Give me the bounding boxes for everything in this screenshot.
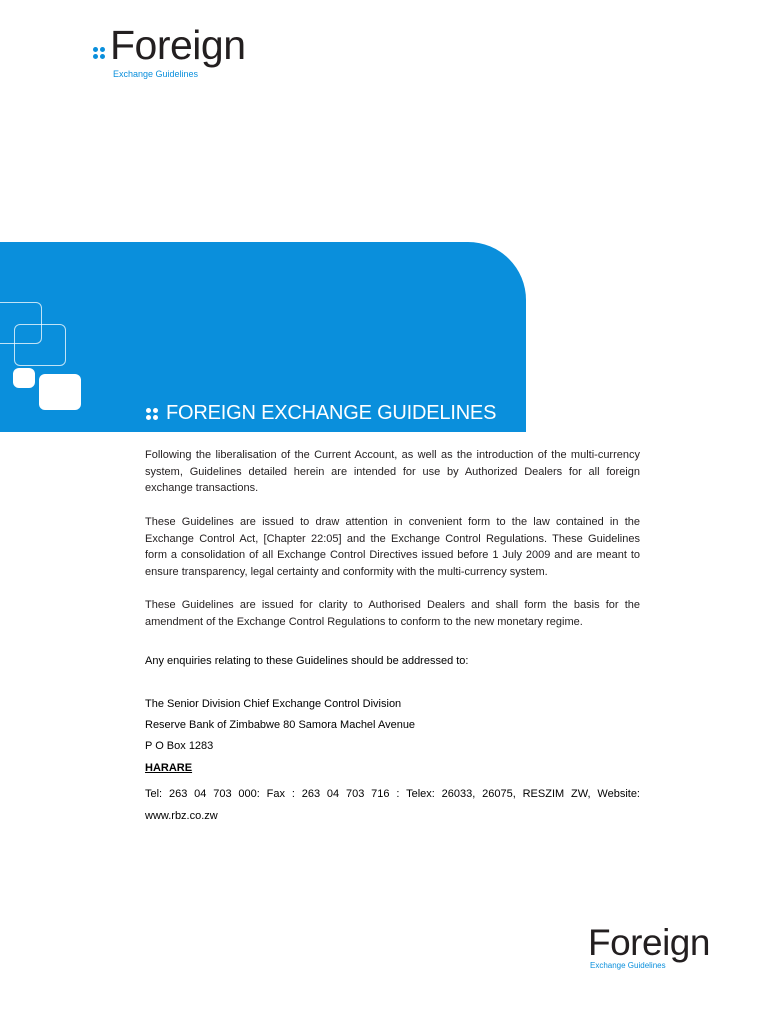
header-logo bbox=[93, 22, 263, 82]
paragraph: These Guidelines are issued for clarity to Authorised Dealers and shall form the basis for the amendment of the Exchange Control Regulations to conform to the new monetary regime. bbox=[145, 599, 640, 628]
paragraph: These Guidelines are issued to draw attention in convenient form to the law contained in the Exchange Control Act, [Chapter 22:05] and the Exchange Control Regulations. These Guidelines form a consolidation of all Exchange Control Directives issued before 1 July 2009 and are meant to ensure transparency, legal certainty and conformity with the multi-currency system. bbox=[145, 516, 640, 578]
four-dots-icon bbox=[93, 47, 107, 61]
paragraph: Following the liberalisation of the Current Account, as well as the introduction of the multi-currency system, Guidelines detailed herein are intended for use by Authorized Dealers for all foreign exchange transactions. bbox=[145, 449, 640, 494]
address-city: HARARE bbox=[145, 762, 193, 774]
decorative-square bbox=[13, 368, 35, 388]
address-line: Reserve Bank of Zimbabwe 80 Samora Machel Avenue bbox=[145, 719, 416, 731]
footer-logo bbox=[588, 924, 728, 974]
logo-subtitle: Exchange Guidelines bbox=[113, 69, 199, 79]
logo-subtitle: Exchange Guidelines bbox=[590, 961, 666, 970]
address-line: P O Box 1283 bbox=[145, 740, 214, 752]
enquiries-text: Any enquiries relating to these Guidelines should be addressed to: bbox=[145, 655, 469, 667]
address-line: The Senior Division Chief Exchange Control Division bbox=[145, 698, 402, 710]
decorative-square bbox=[14, 324, 66, 366]
logo-word: Foreign bbox=[110, 22, 246, 68]
banner-title: FOREIGN EXCHANGE GUIDELINES bbox=[166, 402, 497, 424]
title-banner bbox=[0, 242, 526, 432]
contact-details: Tel: 263 04 703 000: Fax : 263 04 703 716 : Telex: 26033, 26075, RESZIM ZW, Website: www.rbz.co.zw bbox=[145, 788, 640, 822]
four-dots-icon bbox=[146, 408, 159, 421]
logo-word: Foreign bbox=[588, 922, 710, 963]
decorative-square bbox=[39, 374, 81, 410]
